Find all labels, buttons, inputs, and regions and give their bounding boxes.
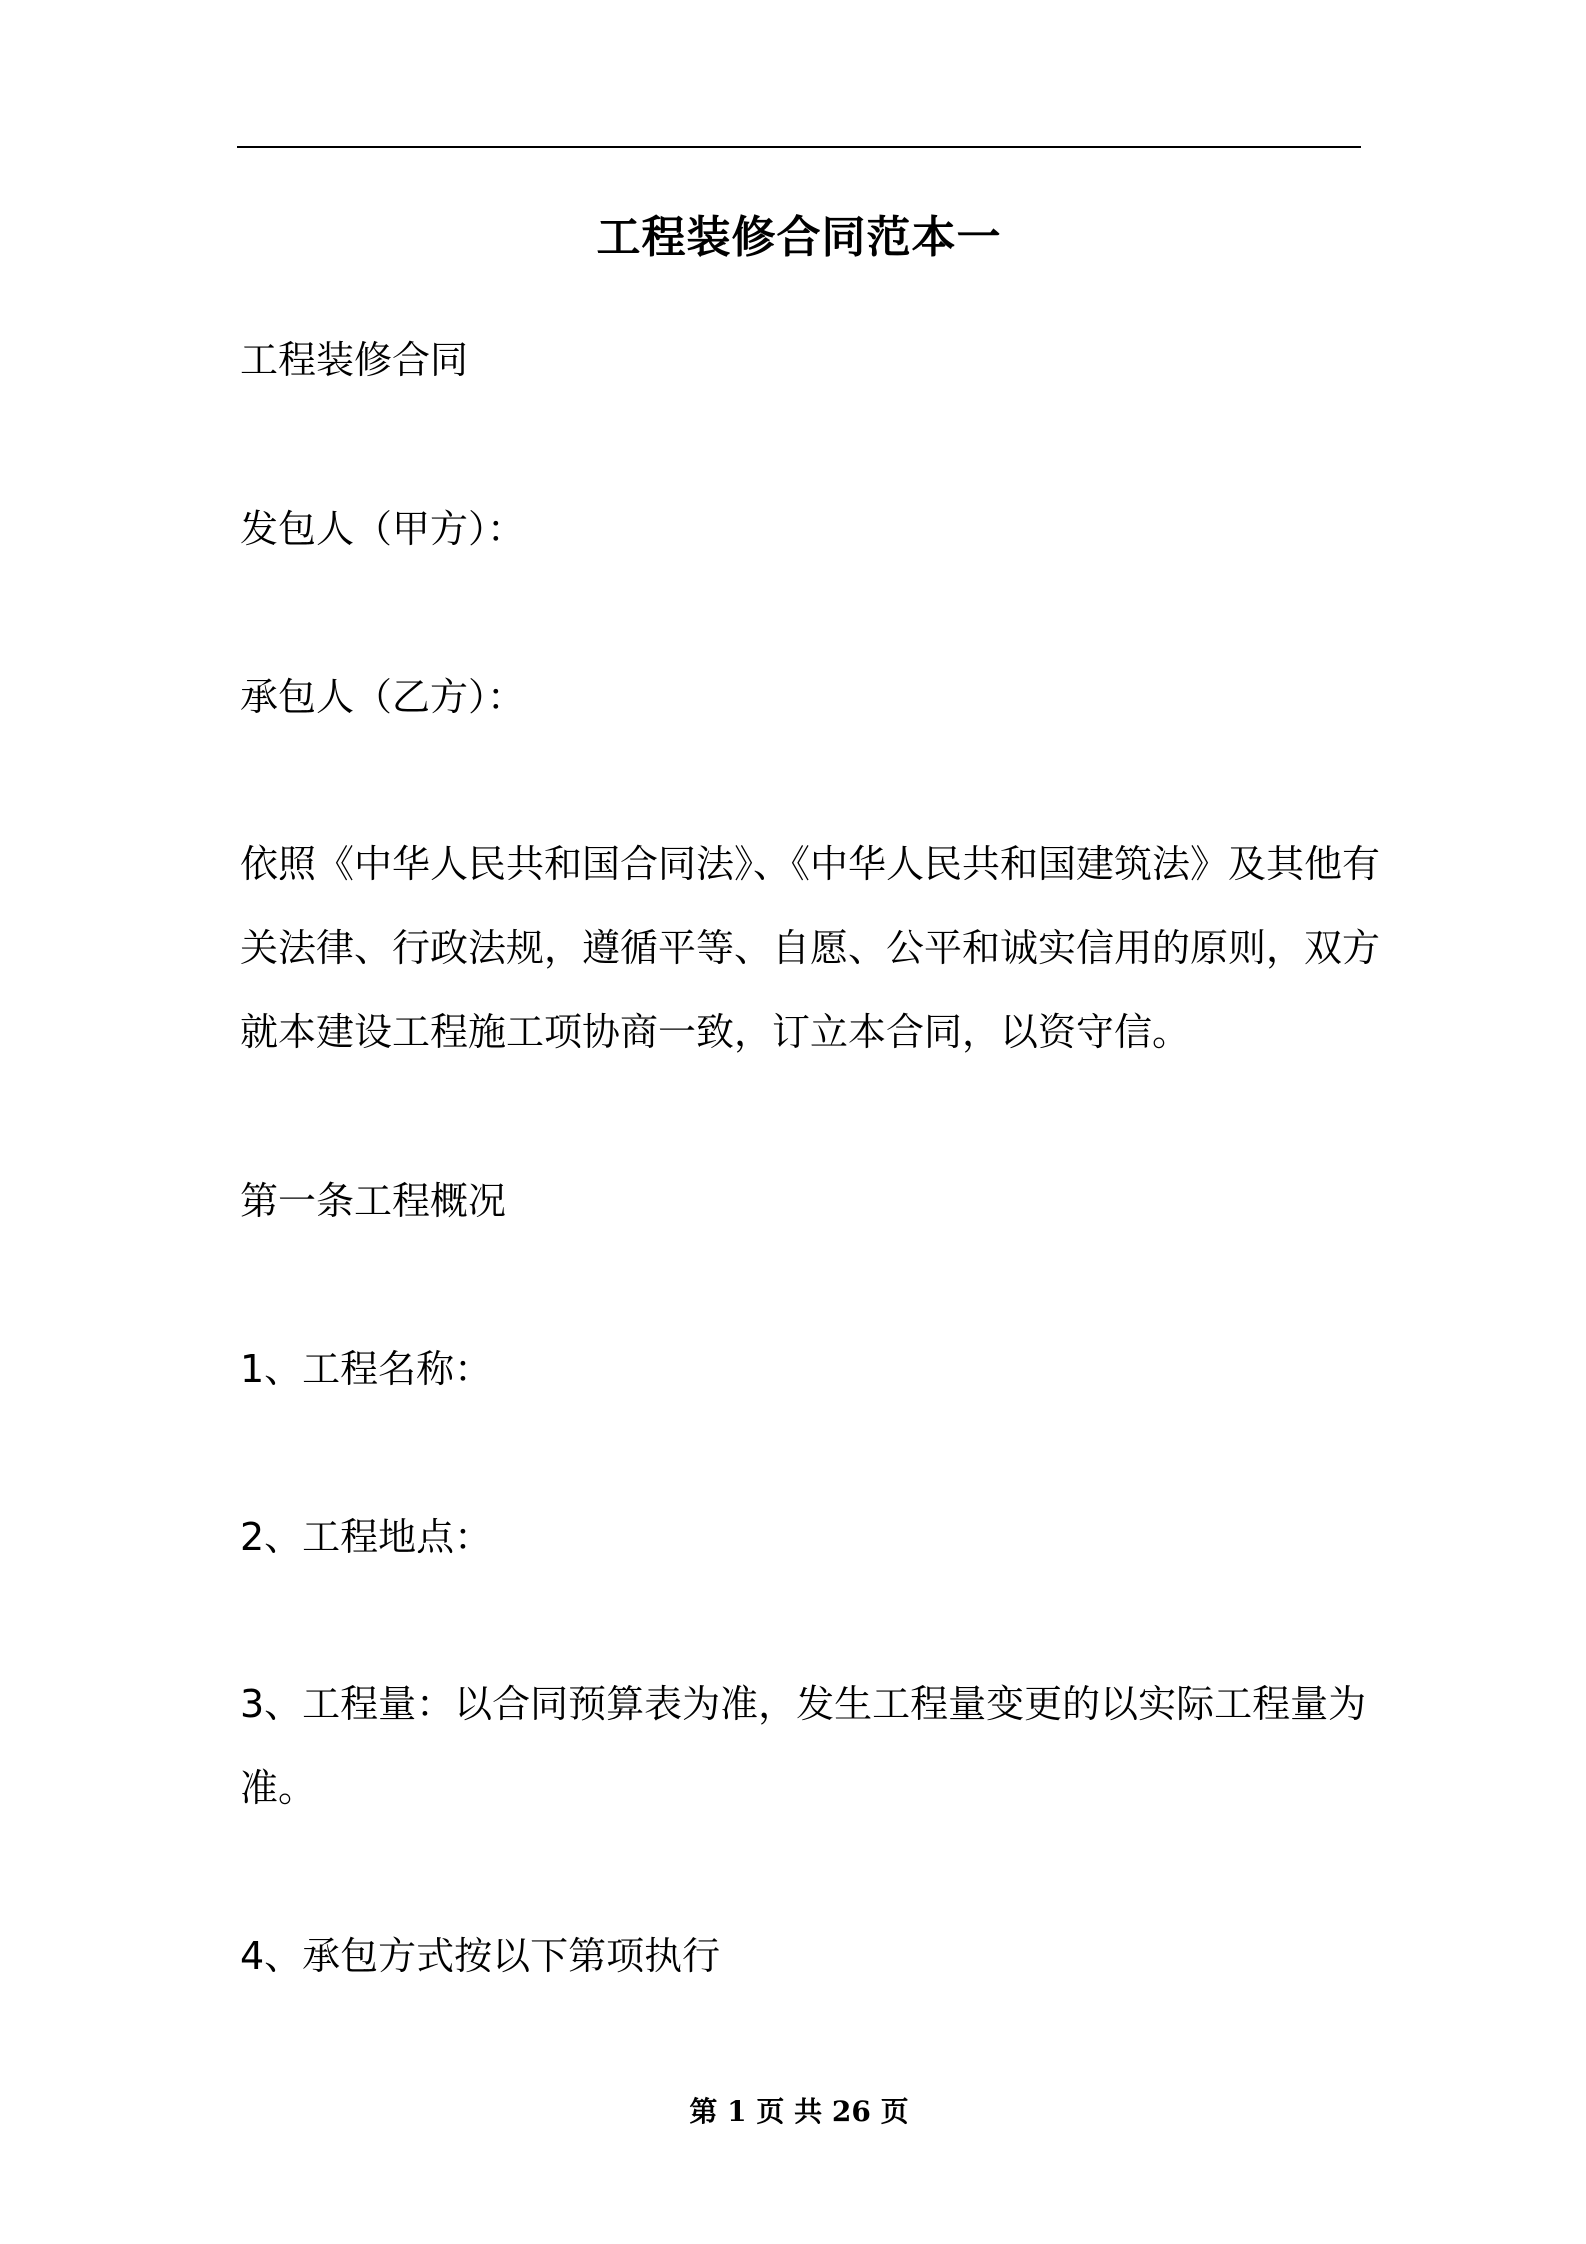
paragraph-contract-heading (240, 318, 1364, 402)
text-line: 关法律、行政法规，遵循平等、自愿、公平和诚实信用的原则，双方 (240, 926, 1381, 970)
document-title: 工程装修合同范本一 (596, 212, 1002, 263)
text-line: 承包人（乙方）： (240, 675, 526, 719)
paragraph-legal-basis (240, 822, 1381, 1074)
text-line: 准。 (240, 1766, 317, 1810)
paragraph-party-a (240, 487, 1364, 571)
paragraph-project-location (240, 1495, 1364, 1579)
text-line: 3、工程量：以合同预算表为准，发生工程量变更的以实际工程量为 (240, 1682, 1367, 1726)
paragraph-party-b (240, 655, 1364, 739)
header-rule (237, 146, 1361, 148)
text-line: 就本建设工程施工项协商一致，订立本合同，以资守信。 (240, 1010, 1191, 1054)
footer-suffix: 页 (880, 2095, 909, 2128)
footer-prefix: 第 (689, 2095, 718, 2128)
footer-middle: 页 共 (756, 2095, 823, 2128)
paragraph-article-1-heading (240, 1159, 1364, 1243)
footer-total-pages: 26 (831, 2095, 871, 2128)
paragraph-contracting-method (240, 1914, 1364, 1998)
text-line: 2、工程地点： (240, 1515, 493, 1559)
text-line: 依照《中华人民共和国合同法》、《中华人民共和国建筑法》及其他有 (240, 842, 1381, 886)
page-footer (237, 2092, 1361, 2132)
paragraph-project-name (240, 1327, 1364, 1411)
text-line: 发包人（甲方）： (240, 507, 526, 551)
text-line: 1、工程名称： (240, 1347, 493, 1391)
text-line: 第一条工程概况 (240, 1179, 507, 1223)
footer-page-number: 1 (727, 2095, 747, 2128)
paragraph-project-quantity (240, 1662, 1367, 1830)
text-line: 4、承包方式按以下第项执行 (240, 1934, 721, 1978)
text-line: 工程装修合同 (240, 338, 469, 382)
